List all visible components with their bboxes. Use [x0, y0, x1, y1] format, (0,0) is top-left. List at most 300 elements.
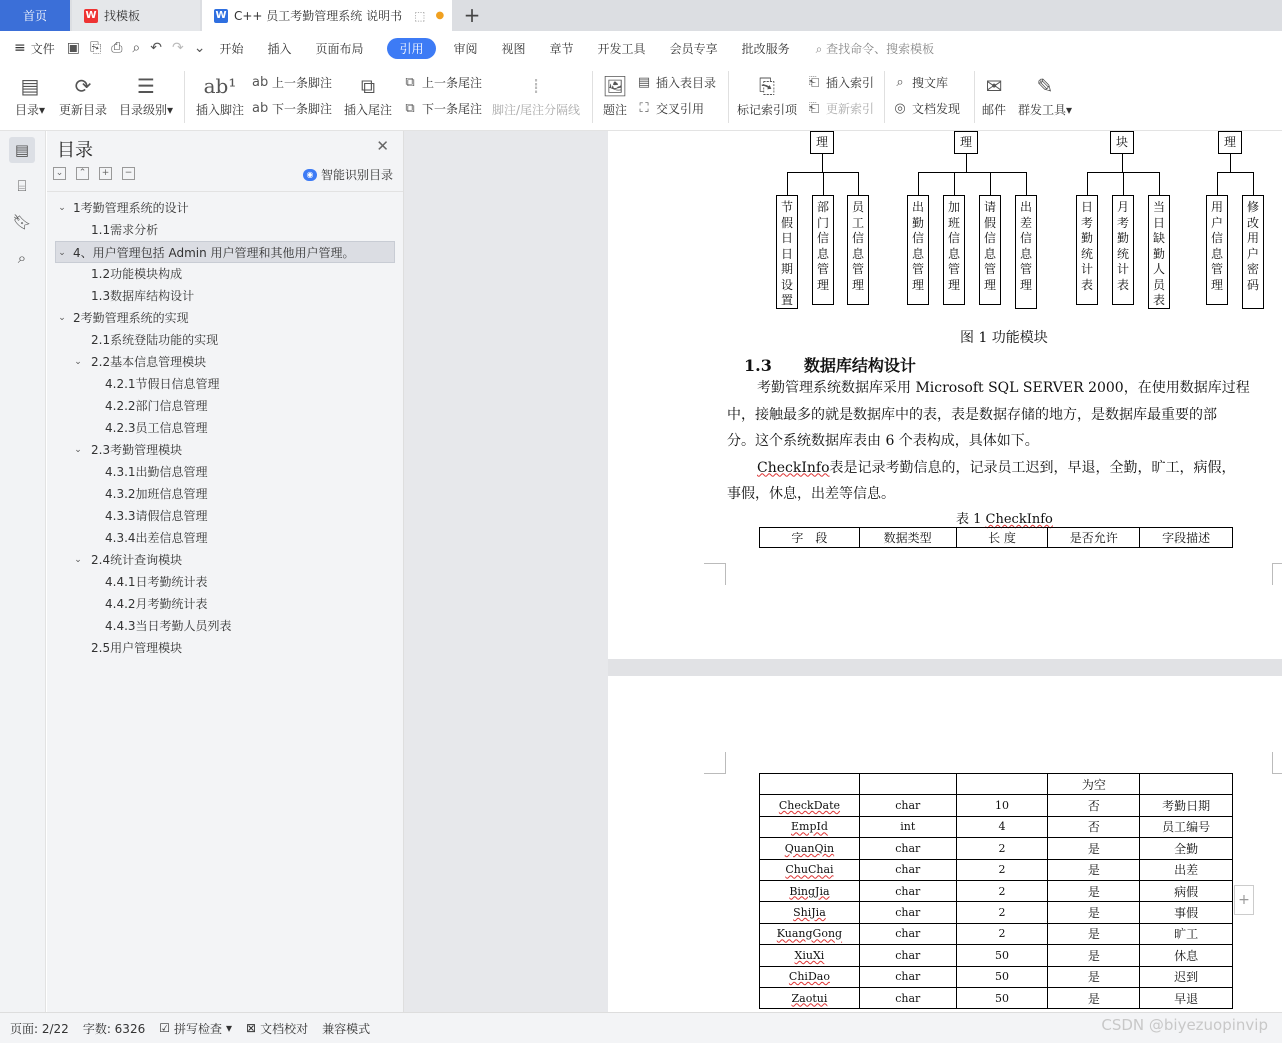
word-doc-icon: W [215, 9, 227, 21]
caption-button[interactable] [600, 71, 630, 118]
toc-button[interactable]: ▤ 目录▾ [12, 71, 48, 118]
ai-icon: ◉ [303, 169, 317, 181]
toc-item[interactable] [47, 571, 403, 593]
module-leaf-box: 出勤信息管理 [907, 195, 929, 305]
insert-endnote-label: 插入尾注 [343, 103, 392, 117]
chevron-down-icon[interactable]: ⌄ [58, 248, 66, 258]
chevron-down-icon[interactable]: ⌄ [74, 555, 82, 565]
unsaved-dot-icon: ● [435, 10, 445, 21]
table-cell: 全勤 [1140, 838, 1233, 859]
connector-line [1122, 154, 1123, 172]
command-search-label: 查找命令、搜索模板 [826, 41, 935, 56]
table-cell: char [859, 838, 956, 859]
hamburger-icon: ≡ [14, 40, 26, 56]
menu-item-9[interactable]: 批改服务 [741, 41, 790, 56]
table-header-cell: 长 度 [956, 528, 1048, 548]
ribbon-separator [728, 71, 729, 123]
table-row [760, 838, 1233, 859]
toc-item-label: 1.3数据库结构设计 [91, 289, 195, 303]
table-cell: 50 [956, 945, 1048, 966]
separator-label: 脚注/尾注分隔线 [491, 103, 581, 117]
menu-items [219, 38, 813, 59]
ribbon-separator [592, 71, 593, 123]
menu-item-8[interactable]: 会员专享 [669, 41, 718, 56]
tab-home-label: 首页 [22, 9, 47, 23]
menu-item-3[interactable]: 引用 [387, 38, 435, 59]
table-row [760, 795, 1233, 816]
tab-template[interactable] [72, 0, 200, 31]
paragraph-1-line-2: 中，接触最多的就是数据库中的表，表是数据存储的地方，是数据库最重要的部 [727, 406, 1217, 423]
toc-item-label: 2.2基本信息管理模块 [91, 355, 207, 369]
mail-icon: ✉ [985, 74, 1003, 98]
toc-item[interactable] [47, 615, 403, 637]
connector-line [1230, 154, 1231, 172]
table-cell: CheckDate [760, 795, 860, 816]
spell-check-label: 拼写检查 [173, 1021, 222, 1036]
table-cell: 员工编号 [1140, 816, 1233, 837]
toc-item[interactable] [47, 637, 403, 659]
separator-icon: ⁞ [532, 74, 540, 98]
paragraph-1-line-1: 考勤管理系统数据库采用 Microsoft SQL SERVER 2000，在使用数据库过程 [757, 380, 1250, 396]
toc-item-label: 1.2功能模块构成 [91, 267, 183, 281]
insert-figure-toc-label: 插入表目录 [656, 76, 717, 90]
table-cell: char [859, 945, 956, 966]
toc-item-label: 4、用户管理包括 Admin 用户管理和其他用户管理。 [73, 246, 355, 260]
insert-endnote-button[interactable] [342, 71, 394, 118]
prev-footnote-label: 上一条脚注 [272, 76, 333, 90]
toc-item-label: 2.5用户管理模块 [91, 641, 183, 655]
close-icon[interactable]: ✕ [376, 137, 389, 155]
module-leaf-box: 当日缺勤人员表 [1148, 195, 1170, 309]
ribbon-separator [884, 71, 885, 123]
divider [47, 191, 403, 192]
update-toc-label: 更新目录 [58, 103, 107, 117]
table-cell: ShiJia [760, 902, 860, 923]
table-header-row [760, 528, 1233, 548]
table-cell: XiuXi [760, 945, 860, 966]
margin-mark [704, 752, 726, 774]
remove-heading-icon[interactable]: − [122, 167, 135, 180]
mark-citation-label: 标记索引项 [736, 103, 797, 117]
ribbon-separator [974, 71, 975, 123]
table-cell: 4 [956, 816, 1048, 837]
mark-citation-icon: ⎘ [759, 74, 775, 98]
toc-item[interactable] [55, 241, 395, 263]
mass-tools-button[interactable]: ✎ 群发工具▾ [1014, 71, 1076, 118]
toc-item[interactable] [47, 593, 403, 615]
table-cell [760, 774, 860, 795]
menu-item-7[interactable]: 开发工具 [597, 41, 646, 56]
checkbox-icon: ☑ [159, 1021, 170, 1035]
tab-template-label: 找模板 [104, 9, 141, 23]
watermark: CSDN @biyezuopinvip [1101, 1016, 1268, 1034]
tab-home[interactable] [0, 0, 70, 31]
toc-item[interactable] [47, 505, 403, 527]
toc-item-label: 4.3.4出差信息管理 [105, 531, 208, 545]
table-cell: 50 [956, 966, 1048, 987]
figure-caption: 图 1 功能模块 [960, 330, 1048, 346]
toc-level-button[interactable]: ☰ 目录级别▾ [116, 71, 176, 118]
table-cell [956, 774, 1048, 795]
doc-proof[interactable] [246, 1020, 308, 1037]
insert-index-button[interactable] [806, 74, 874, 91]
doc-discover-button[interactable] [892, 100, 960, 117]
quick-access-toolbar [67, 40, 206, 56]
toc-navigation-panel [47, 131, 404, 1012]
endnote-icon: ⧉ [360, 74, 376, 98]
module-box: 块 [1110, 131, 1134, 154]
bookmark-icon[interactable]: 🔖︎ [12, 213, 32, 231]
connector-line [1123, 172, 1124, 195]
redo-icon[interactable]: ↷ [171, 40, 184, 56]
toc-item-label: 4.3.3请假信息管理 [105, 509, 208, 523]
toc-item[interactable] [47, 527, 403, 549]
update-index-label: 更新索引 [826, 102, 875, 116]
insert-footnote-button[interactable] [194, 71, 246, 118]
module-box: 理 [1218, 131, 1242, 154]
next-footnote-label: 下一条脚注 [272, 102, 333, 116]
table-cell: 出差 [1140, 859, 1233, 880]
module-leaf-box: 请假信息管理 [979, 195, 1001, 305]
document-page[interactable] [608, 131, 1282, 659]
connector-line [1253, 172, 1254, 195]
toc-item[interactable] [47, 417, 403, 439]
menu-item-5[interactable]: 视图 [501, 41, 526, 56]
table-header-cell: 字 段 [760, 528, 860, 548]
more-icon[interactable]: ⌄ [193, 40, 206, 56]
toc-item-label: 2.3考勤管理模块 [91, 443, 183, 457]
undo-icon[interactable]: ↶ [150, 40, 162, 56]
cross-ref-button[interactable] [636, 100, 704, 117]
toc-item-label: 2.1系统登陆功能的实现 [91, 333, 219, 347]
table-cell [859, 774, 956, 795]
margin-mark [1272, 563, 1282, 585]
table-row [760, 945, 1233, 966]
toc-item[interactable] [47, 219, 403, 241]
smart-toc-button[interactable] [303, 166, 393, 183]
update-toc-icon: ⟳ [74, 74, 92, 98]
table-cell: 是 [1048, 966, 1140, 987]
connector-line [918, 172, 1027, 173]
toc-level-icon: ☰ [137, 74, 155, 98]
toc-item-label: 4.2.2部门信息管理 [105, 399, 208, 413]
table-caption-prefix: 表 1 [956, 512, 986, 527]
paragraph-2-text: 表是记录考勤信息的，记录员工迟到，早退，全勤，旷工，病假， [829, 459, 1236, 476]
module-leaf-box: 加班信息管理 [943, 195, 965, 305]
mail-label: 邮件 [981, 103, 1006, 117]
tab-bar [0, 0, 1282, 31]
collapse-all-icon[interactable]: ⌄ [53, 167, 66, 180]
section-heading: 1.3 数据库结构设计 [744, 356, 916, 375]
toc-item[interactable] [47, 373, 403, 395]
toc-item[interactable] [47, 307, 403, 329]
connector-line [966, 154, 967, 172]
table-cell: 考勤日期 [1140, 795, 1233, 816]
menu-item-0[interactable]: 开始 [219, 41, 244, 56]
prev-footnote-icon: ab [252, 75, 269, 90]
connector-line [990, 172, 991, 195]
insert-footnote-label: 插入脚注 [195, 103, 244, 117]
tab-monitor-icon[interactable]: ⬚ [414, 8, 426, 23]
toc-item[interactable] [47, 395, 403, 417]
connector-line [823, 172, 824, 195]
table-cell [1140, 774, 1233, 795]
toc-icon: ▤ [20, 74, 40, 98]
table-cell: 是 [1048, 987, 1140, 1008]
toc-item[interactable] [47, 351, 403, 373]
module-leaf-box: 修改用户密码 [1242, 195, 1264, 309]
toc-item[interactable] [47, 329, 403, 351]
table-cell: 是 [1048, 945, 1140, 966]
module-leaf-box: 出差信息管理 [1015, 195, 1037, 309]
chapter-nav-icon[interactable]: ⌸ [17, 177, 27, 195]
table-cell: 旷工 [1140, 923, 1233, 944]
smart-toc-label: 智能识别目录 [320, 168, 393, 182]
update-index-icon: ⎗ [808, 101, 820, 116]
table-cell: 2 [956, 880, 1048, 901]
table-row [760, 966, 1233, 987]
table-cell: KuangGong [760, 923, 860, 944]
table-cell: ChuChai [760, 859, 860, 880]
doc-discover-label: 文档发现 [912, 102, 961, 116]
mail-button[interactable] [980, 71, 1008, 118]
save-icon[interactable]: ▣ [66, 40, 80, 56]
module-leaf-box: 月考勤统计表 [1112, 195, 1134, 305]
table-cell: char [859, 880, 956, 901]
toc-item[interactable] [47, 439, 403, 461]
table-row [760, 880, 1233, 901]
ribbon-references [0, 65, 1282, 131]
menu-item-6[interactable]: 章节 [549, 41, 574, 56]
doc-proof-label: 文档校对 [260, 1021, 309, 1036]
prev-footnote-button[interactable] [252, 74, 332, 91]
table-cell: char [859, 795, 956, 816]
expand-all-icon[interactable]: ⌃ [76, 167, 89, 180]
proof-icon: ⊠ [246, 1021, 257, 1035]
table-cell: char [859, 923, 956, 944]
print-icon[interactable]: ⎙ [111, 40, 123, 56]
table-cell: char [859, 902, 956, 923]
compat-mode: 兼容模式 [322, 1021, 371, 1036]
prev-endnote-button[interactable] [402, 74, 482, 91]
table-cell: ChiDao [760, 966, 860, 987]
table-cell: 是 [1048, 902, 1140, 923]
left-sidebar-strip [0, 131, 46, 1012]
add-icon[interactable]: + [1234, 885, 1254, 915]
update-index-button[interactable] [806, 100, 874, 117]
page-indicator[interactable]: 页面: 2/22 [10, 1021, 69, 1036]
connector-line [954, 172, 955, 195]
insert-figure-toc-button[interactable] [636, 74, 716, 91]
table-cell: 2 [956, 902, 1048, 923]
toc-item-label: 4.4.1日考勤统计表 [105, 575, 208, 589]
table-cell: 是 [1048, 880, 1140, 901]
template-icon: W [85, 9, 97, 21]
cross-ref-icon: ⛶ [639, 101, 649, 116]
connector-line [1217, 172, 1218, 195]
connector-line [858, 172, 859, 195]
cross-ref-label: 交叉引用 [656, 102, 705, 116]
table-caption-code: CheckInfo [985, 512, 1053, 527]
table-cell: int [859, 816, 956, 837]
connector-line [1217, 172, 1254, 173]
chevron-down-icon[interactable]: ⌄ [58, 313, 66, 323]
nav-tools [53, 167, 135, 180]
prev-endnote-icon: ⧉ [405, 75, 415, 90]
connector-line [787, 172, 788, 195]
footnote-icon: ab¹ [203, 74, 237, 98]
toc-item[interactable] [47, 461, 403, 483]
next-footnote-button[interactable] [252, 100, 332, 117]
table-cell: 2 [956, 923, 1048, 944]
toc-item-label: 4.3.2加班信息管理 [105, 487, 208, 501]
table-cell: 否 [1048, 795, 1140, 816]
table-cell: char [859, 859, 956, 880]
table-row [760, 859, 1233, 880]
table-cell: QuanQin [760, 838, 860, 859]
toc-item[interactable] [47, 285, 403, 307]
table-cell: 迟到 [1140, 966, 1233, 987]
toc-item[interactable] [47, 263, 403, 285]
search-icon: ⌕ [815, 41, 823, 56]
table-cell: 否 [1048, 816, 1140, 837]
menu-item-1[interactable]: 插入 [267, 41, 292, 56]
table-row [760, 816, 1233, 837]
table-cell: 早退 [1140, 987, 1233, 1008]
table-cell: 事假 [1140, 902, 1233, 923]
table-cell: 50 [956, 987, 1048, 1008]
table-row [760, 902, 1233, 923]
file-menu-label: 文件 [30, 41, 55, 56]
next-endnote-label: 下一条尾注 [422, 102, 483, 116]
caption-icon: 🖼 [602, 74, 628, 98]
table-row [760, 987, 1233, 1008]
table-cell: 是 [1048, 859, 1140, 880]
figure-toc-icon: ▤ [637, 75, 651, 90]
menu-bar [0, 31, 1282, 65]
search-library-label: 搜文库 [912, 76, 949, 90]
separator-button[interactable] [490, 71, 582, 118]
document-page[interactable] [608, 676, 1282, 1012]
toc-item-label: 4.4.2月考勤统计表 [105, 597, 208, 611]
table-cell: char [859, 966, 956, 987]
checkinfo-code: CheckInfo [757, 459, 830, 476]
table-cell: char [859, 987, 956, 1008]
tab-document-label: C++ 员工考勤管理系统 说明书 [234, 9, 403, 23]
table-cell: 是 [1048, 923, 1140, 944]
library-icon: ⌕ [896, 75, 904, 90]
new-tab-button[interactable]: + [463, 3, 481, 27]
toc-item-label: 1.1需求分析 [91, 223, 159, 237]
margin-mark [1272, 752, 1282, 774]
connector-line [918, 172, 919, 195]
table-cell: 10 [956, 795, 1048, 816]
table-cell: 2 [956, 859, 1048, 880]
toc-label: 目录 [14, 103, 39, 117]
checkinfo-table-header [759, 527, 1233, 548]
toc-panel-icon[interactable]: ▤ [9, 137, 35, 163]
next-endnote-button[interactable] [402, 100, 482, 117]
prev-endnote-label: 上一条尾注 [422, 76, 483, 90]
module-leaf-box: 节假日日期设置 [776, 195, 798, 309]
command-search[interactable] [816, 40, 935, 57]
toc-item-label: 4.3.1出勤信息管理 [105, 465, 208, 479]
ribbon-separator [184, 71, 185, 123]
table-cell: 是 [1048, 838, 1140, 859]
toc-item-label: 1考勤管理系统的设计 [73, 201, 189, 215]
toc-item-label: 4.4.3当日考勤人员列表 [105, 619, 232, 633]
toc-level-label: 目录级别 [118, 103, 167, 117]
connector-line [1159, 172, 1160, 195]
document-gutter [404, 131, 608, 1012]
menu-item-4[interactable]: 审阅 [453, 41, 478, 56]
checkinfo-table [759, 773, 1233, 1009]
spell-check[interactable]: ☑ 拼写检查 ▾ [159, 1021, 233, 1036]
mass-tools-label: 群发工具 [1017, 103, 1066, 117]
insert-index-icon: ⎗ [808, 75, 820, 90]
next-endnote-icon: ⧉ [405, 101, 415, 116]
chevron-down-icon[interactable]: ⌄ [74, 357, 82, 367]
table-row [760, 774, 1233, 795]
toc-item-label: 2.4统计查询模块 [91, 553, 183, 567]
table-cell: 为空 [1048, 774, 1140, 795]
table-cell: 2 [956, 838, 1048, 859]
nav-title: 目录 [57, 140, 93, 161]
toc-item[interactable] [47, 197, 403, 219]
chevron-down-icon[interactable]: ⌄ [58, 203, 66, 213]
print-preview-icon[interactable]: ⌕ [132, 40, 141, 56]
module-box: 理 [954, 131, 978, 154]
insert-index-label: 插入索引 [826, 76, 875, 90]
toc-item[interactable] [47, 483, 403, 505]
add-heading-icon[interactable]: + [99, 167, 112, 180]
compass-icon: ◎ [894, 101, 906, 116]
paragraph-2-line-1 [727, 455, 1250, 482]
module-leaf-box: 部门信息管理 [812, 195, 834, 305]
update-toc-button[interactable] [56, 71, 110, 118]
paragraph-2-line-2: 事假，休息，出差等信息。 [727, 486, 895, 502]
paragraph-1[interactable] [727, 375, 1250, 508]
module-leaf-box: 日考勤统计表 [1076, 195, 1098, 305]
table-header-cell: 数据类型 [859, 528, 956, 548]
file-menu[interactable] [14, 40, 55, 57]
paragraph-1-line-3: 分。这个系统数据库表由 6 个表构成，具体如下。 [727, 433, 1039, 449]
connector-line [822, 154, 823, 172]
tab-document[interactable] [202, 0, 452, 31]
toc-item-label: 4.2.1节假日信息管理 [105, 377, 220, 391]
mass-send-icon: ✎ [1036, 74, 1054, 98]
word-count[interactable]: 字数: 6326 [82, 1021, 146, 1036]
module-leaf-box: 用户信息管理 [1206, 195, 1228, 305]
search-library-button[interactable] [892, 74, 948, 91]
table-cell: BingJia [760, 880, 860, 901]
margin-mark [704, 563, 726, 585]
table-caption [956, 508, 1053, 527]
caption-label: 题注 [602, 103, 627, 117]
export-pdf-icon[interactable]: ⎘ [89, 40, 102, 56]
table-header-cell: 是否允许 [1048, 528, 1140, 548]
mark-citation-button[interactable] [734, 71, 800, 118]
table-header-cell: 字段描述 [1140, 528, 1233, 548]
connector-line [1026, 172, 1027, 195]
toc-item[interactable] [47, 549, 403, 571]
table-cell: 休息 [1140, 945, 1233, 966]
find-icon[interactable]: ⌕ [17, 249, 27, 267]
chevron-down-icon[interactable]: ⌄ [74, 445, 82, 455]
status-bar [0, 1012, 1282, 1043]
menu-item-2[interactable]: 页面布局 [315, 41, 364, 56]
page-gap [608, 659, 1282, 676]
